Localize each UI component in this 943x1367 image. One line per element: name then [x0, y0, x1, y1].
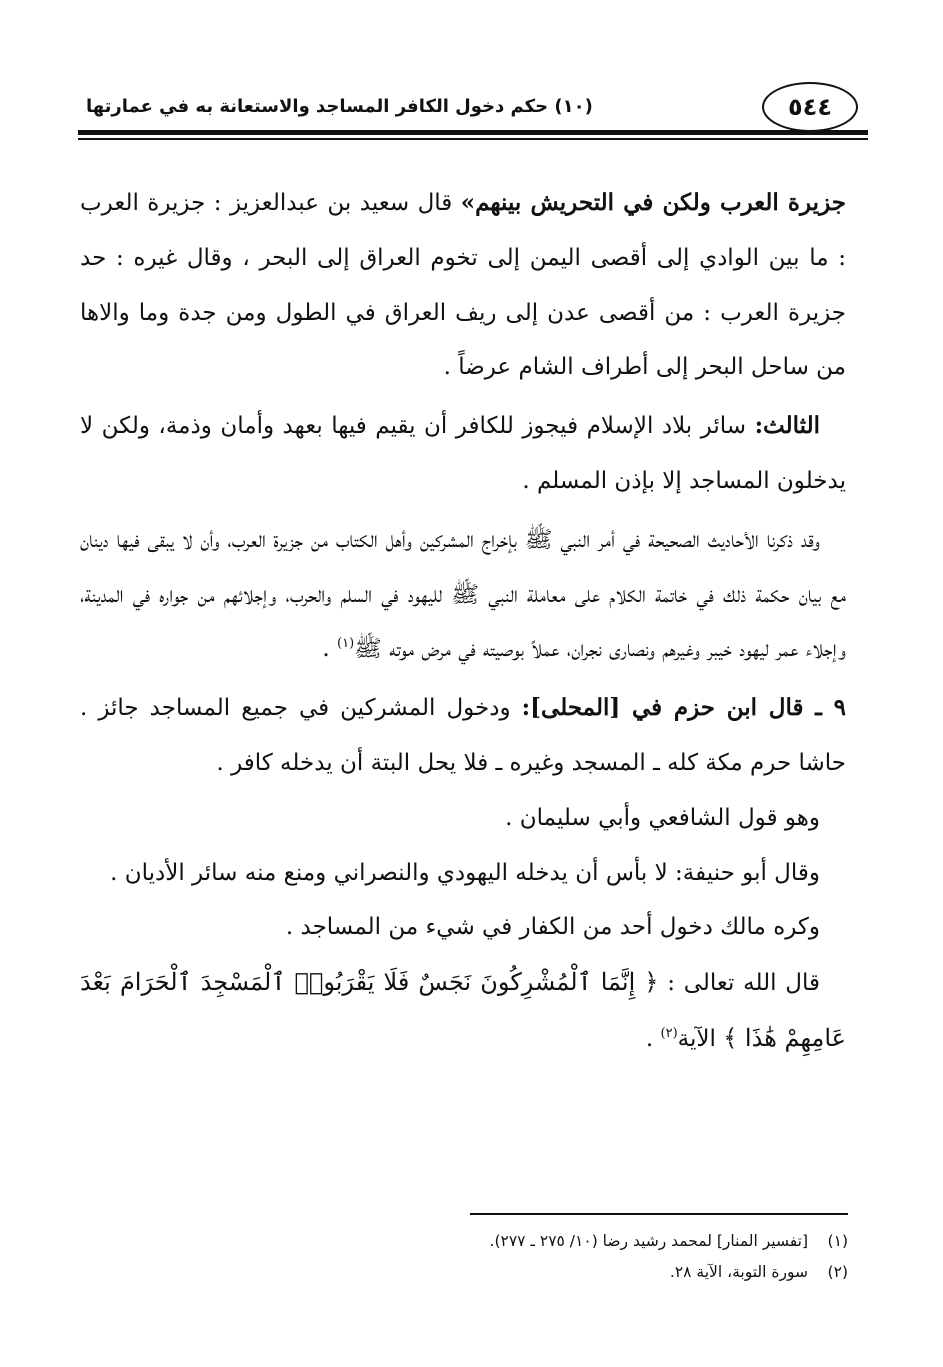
- paragraph-2-text: سائر بلاد الإسلام فيجوز للكافر أن يقيم فيها بعهد وأمان وذمة، ولكن لا يدخلون المساجد إلا بإذن المسلم .: [80, 413, 846, 494]
- paragraph-8-intro: قال الله تعالى :: [658, 970, 820, 997]
- paragraph-1-text: قال سعيد بن عبدالعزيز : جزيرة العرب : ما بين الوادي إلى أقصى اليمن إلى تخوم العراق إلى البحر ، وقال غيره : حد جزيرة العرب : من أقصى عدن إلى ريف العراق في الطول ومن جدة وما والاها من ساحل البحر إلى أطراف الشام عرضاً .: [80, 190, 846, 381]
- paragraph-1: [80, 176, 846, 395]
- paragraph-5: [80, 791, 846, 846]
- paragraph-3-text: وقد ذكرنا الأحاديث الصحيحة في أمر النبي ﷺ بإخراج المشركين وأهل الكتاب من جزيرة العرب، وأن لا يبقى فيها دينان مع بيان حكمة ذلك في خاتمة الكلام على معاملة النبي ﷺ لليهود في السلم والحرب، وإجلائهم من جواره في المدينة، وإجلاء عمر ليهود خيبر وغيرهم ونصارى نجران، عملاً بوصيته في مرض موته ﷺ: [80, 526, 846, 663]
- header-rule-thin: [78, 138, 868, 140]
- header-rule-thick: [78, 130, 868, 135]
- footnotes: [400, 1226, 848, 1288]
- paragraph-7: [80, 900, 846, 955]
- paragraph-8-after: الآية: [677, 1025, 724, 1052]
- page-number: ٥٤٤: [762, 82, 858, 132]
- footnote-1: [400, 1226, 848, 1257]
- paragraph-8: [80, 955, 846, 1067]
- paragraph-2: [80, 399, 846, 509]
- footnote-2: [400, 1257, 848, 1288]
- paragraph-3: [80, 513, 846, 677]
- paragraph-4-text: ودخول المشركين في جميع المساجد جائز . حاشا حرم مكة كله ـ المسجد وغيره ـ فلا يحل البتة أن يدخله كافر .: [80, 695, 846, 776]
- paragraph-4-bold: ٩ ـ قال ابن حزم في [المحلى]:: [521, 694, 846, 722]
- footnote-ref-2: (٢): [660, 1025, 678, 1041]
- paragraph-3-end: .: [322, 636, 338, 663]
- footnote-marker: (١): [827, 1232, 848, 1250]
- paragraph-8-end: .: [645, 1025, 661, 1052]
- paragraph-2-bold: الثالث:: [754, 412, 820, 440]
- main-text: [80, 176, 846, 1067]
- paragraph-6-text: وقال أبو حنيفة: لا بأس أن يدخله اليهودي والنصراني ومنع منه سائر الأديان .: [110, 859, 820, 886]
- page-header: [78, 82, 868, 148]
- footnote-marker: (٢): [827, 1263, 848, 1281]
- footnote-text: [تفسير المنار] لمحمد رشيد رضا (١٠/ ٢٧٥ ـ ٢٧٧).: [489, 1232, 808, 1250]
- paragraph-5-text: وهو قول الشافعي وأبي سليمان .: [505, 804, 820, 831]
- footnote-text: سورة التوبة، الآية ٢٨.: [669, 1263, 808, 1281]
- quran-verse: ﴿ إِنَّمَا ٱلْمُشْرِكُونَ نَجَسٌ فَلَا يَقْرَبُوا۟ ٱلْمَسْجِدَ ٱلْحَرَامَ بَعْدَ عَامِهِمْ هَٰذَا ﴾: [80, 968, 846, 1052]
- paragraph-1-bold: جزيرة العرب ولكن في التحريش بينهم»: [460, 189, 846, 216]
- paragraph-4: [80, 681, 846, 791]
- footnote-ref-1: (١): [337, 636, 355, 652]
- paragraph-6: [80, 846, 846, 901]
- running-header-title: (١٠) حكم دخول الكافر المساجد والاستعانة به في عمارتها: [86, 96, 593, 117]
- paragraph-7-text: وكره مالك دخول أحد من الكفار في شيء من المساجد .: [285, 914, 820, 941]
- footnote-separator: [470, 1213, 848, 1215]
